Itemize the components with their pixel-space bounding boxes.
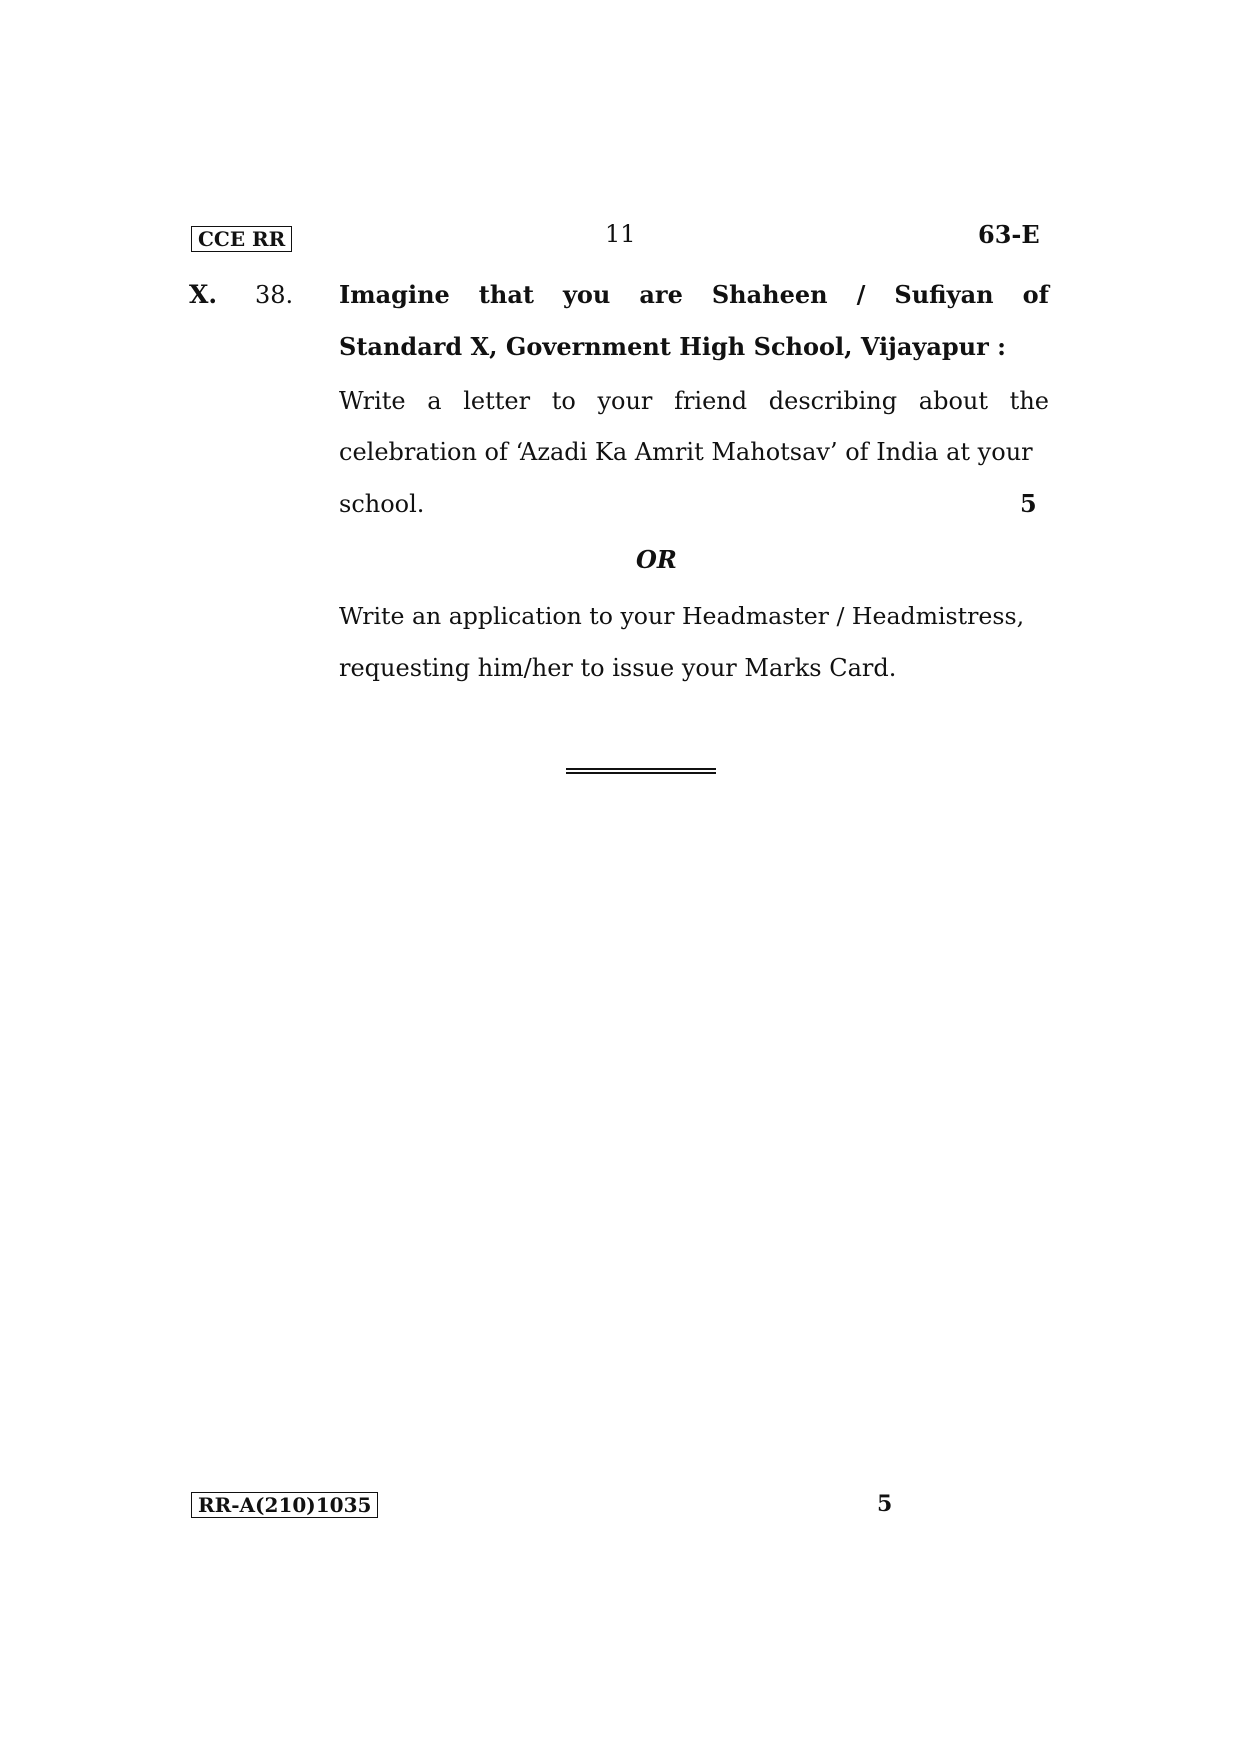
body-word: describing	[768, 387, 898, 415]
prompt-word: /	[856, 280, 866, 309]
prompt-word: are	[639, 280, 683, 309]
footer-number: 5	[877, 1491, 893, 1517]
body-word: to	[551, 387, 576, 415]
page-number: 11	[605, 220, 636, 248]
alt-line-1: Write an application to your Headmaster / Headmistress,	[339, 602, 1025, 630]
marks: 5	[1020, 489, 1037, 518]
prompt-word: of	[1022, 280, 1049, 309]
or-label: OR	[636, 545, 677, 574]
alt-line-2: requesting him/her to issue your Marks Card.	[339, 654, 897, 682]
paper-code: 63-E	[978, 220, 1040, 249]
section-label: X.	[189, 280, 218, 309]
header-code-box	[191, 226, 292, 252]
body-word: your	[597, 387, 653, 415]
end-separator	[566, 768, 716, 774]
body-word: the	[1009, 387, 1049, 415]
body-word: about	[918, 387, 989, 415]
prompt-line-1	[339, 280, 1049, 310]
prompt-word: Sufiyan	[894, 280, 994, 309]
header-code: CCE RR	[198, 227, 286, 251]
body-word: letter	[463, 387, 531, 415]
prompt-word: you	[562, 280, 611, 309]
body-word: friend	[674, 387, 748, 415]
prompt-word: Imagine	[339, 280, 450, 309]
body-line-1	[339, 386, 1049, 416]
body-word: Write	[339, 387, 406, 415]
body-word: a	[427, 387, 442, 415]
prompt-word: Shaheen	[711, 280, 828, 309]
prompt-line-2: Standard X, Government High School, Vijayapur :	[339, 332, 1006, 361]
prompt-word: that	[478, 280, 534, 309]
body-line-2: celebration of ‘Azadi Ka Amrit Mahotsav’ of India at your	[339, 438, 1033, 466]
footer-code-box	[191, 1492, 378, 1518]
question-number: 38.	[255, 281, 294, 309]
footer-code: RR-A(210)1035	[198, 1493, 372, 1517]
body-line-3: school.	[339, 490, 425, 518]
